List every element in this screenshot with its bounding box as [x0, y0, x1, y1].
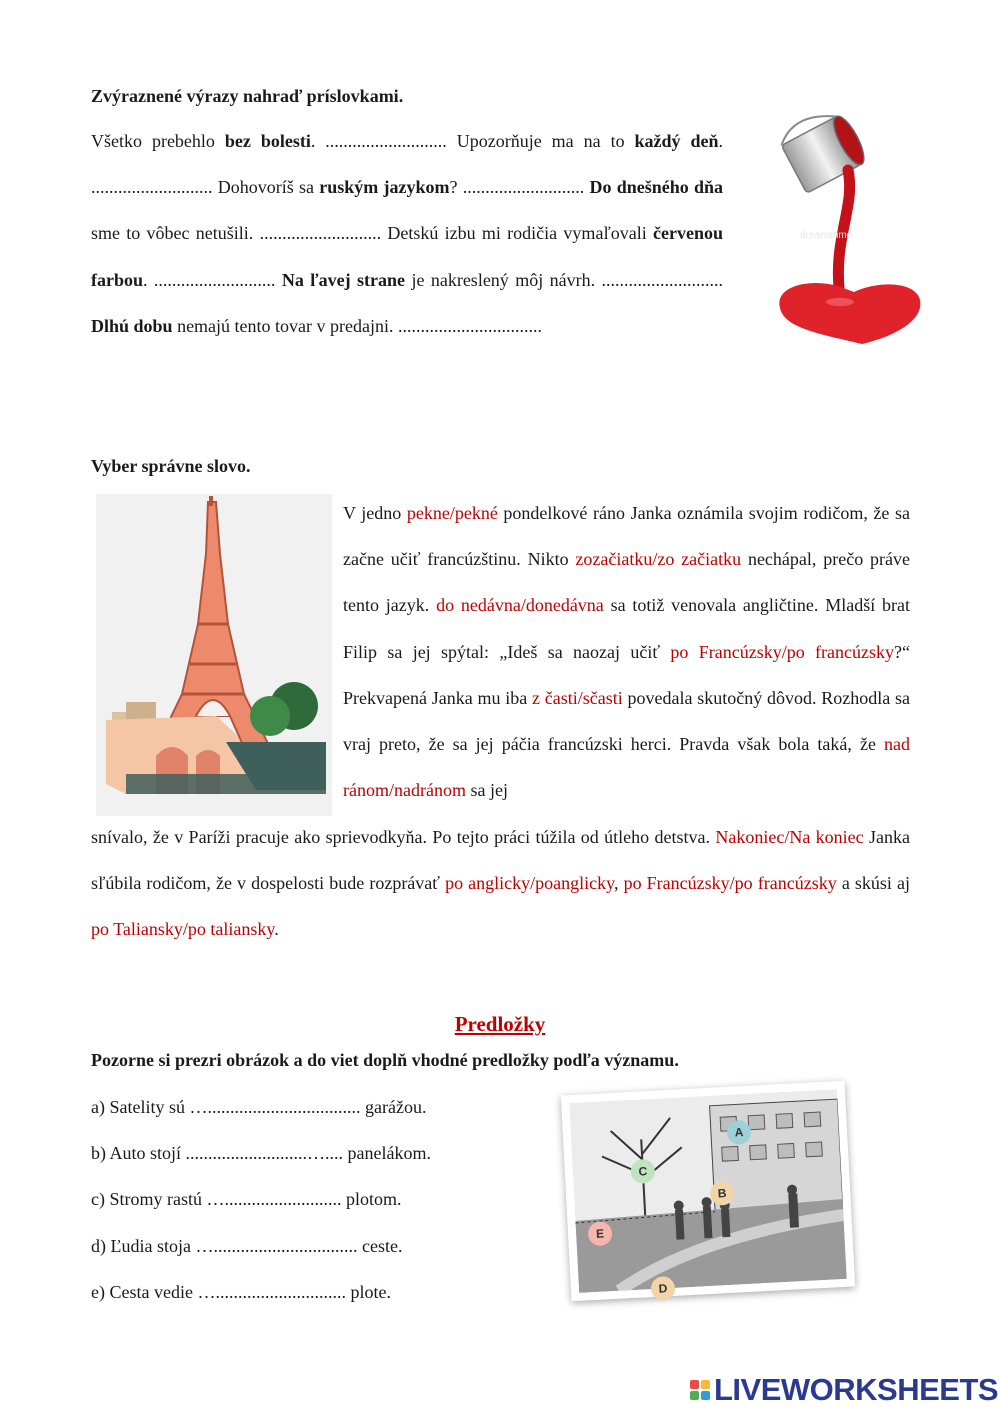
text-run: ? ...........................: [449, 177, 590, 198]
exercise-line-b: b) Auto stojí ...........................….... panelákom.: [91, 1143, 431, 1163]
word-choice: nad ránom/nadránom: [343, 734, 910, 801]
text-run: Všetko prebehlo: [91, 131, 225, 151]
text-run: sme to vôbec netušili. ........................... Detskú izbu mi rodičia vymaľovali: [91, 223, 654, 244]
street-scene-image: [561, 1081, 855, 1302]
eiffel-tower-icon: [96, 494, 332, 816]
liveworksheets-logo[interactable]: [690, 1372, 998, 1408]
marker-d: D: [650, 1276, 675, 1301]
text-run: . ........................... Dohovoríš sa: [91, 131, 724, 198]
text-run: nemajú tento tovar v predajni. ................................: [172, 315, 542, 336]
word-choice: z časti/sčasti: [532, 687, 623, 708]
text-run: snívalo, že v Paríži pracuje ako sprievodkyňa. Po tejto práci túžila od útleho detstva.: [91, 827, 716, 847]
text-run: ?“ Prekvapená Janka mu iba: [343, 641, 910, 708]
text-run: povedala skutočný dôvod. Rozhodla sa vraj preto, že sa jej páčia francúzski herci. Pravda však bola taká, že: [343, 687, 910, 755]
highlighted-phrase: Do dnešného dňa: [589, 177, 724, 198]
word-choice: po Francúzsky/po francúzsky: [623, 873, 837, 894]
text-run: je nakreslený môj návrh. ...........................: [405, 269, 723, 290]
marker-a: A: [726, 1120, 751, 1145]
text-run: V jedno: [343, 503, 407, 523]
marker-c: C: [630, 1159, 655, 1184]
text-run: ,: [613, 873, 624, 894]
predlozky-title: Predložky: [454, 1012, 546, 1036]
marker-b: B: [710, 1181, 735, 1206]
logo-text: LIVEWORKSHEETS: [714, 1372, 999, 1407]
logo-grid-icon: [690, 1380, 710, 1400]
watermark-text: dreamstime.: [800, 230, 856, 241]
marker-e: E: [587, 1221, 612, 1246]
section3-heading: Pozorne si prezri obrázok a do viet doplň vhodné predložky podľa významu.: [91, 1050, 679, 1070]
highlighted-phrase: Dlhú dobu: [91, 315, 173, 336]
text-run: pondelkové ráno Janka oznámila svojim rodičom, že sa začne učiť francúzštinu. Nikto: [343, 503, 910, 570]
highlighted-phrase: každý deň: [634, 131, 719, 151]
word-choice: pekne/pekné: [406, 503, 498, 523]
exercise-line-d: d) Ľudia stoja …................................ ceste.: [91, 1236, 403, 1256]
word-choice: do nedávna/donedávna: [436, 595, 604, 616]
exercise-line-a: a) Satelity sú ….................................. garážou.: [91, 1097, 427, 1117]
highlighted-phrase: Na ľavej strane: [281, 269, 406, 290]
highlighted-phrase: ruským jazykom: [319, 177, 450, 198]
text-run: a skúsi aj: [836, 873, 910, 894]
street-sketch-icon: [569, 1089, 847, 1293]
section2-heading: Vyber správne slovo.: [91, 456, 251, 476]
paint-bucket-image: [770, 108, 930, 353]
choose-word-paragraph-continued: [91, 814, 910, 953]
exercise-line-e: e) Cesta vedie …............................. plote.: [91, 1282, 391, 1302]
text-run: . ........................... Upozorňuje ma na to: [310, 131, 635, 151]
word-choice: po Francúzsky/po francúzsky: [670, 641, 895, 662]
exercise-line-c: c) Stromy rastú ….......................... plotom.: [91, 1189, 402, 1209]
text-run: sa totiž venovala angličtine. Mladší brat Filip sa jej spýtal: „Ideš sa naozaj učiť: [343, 595, 910, 662]
word-choice: po anglicky/poanglicky: [445, 873, 614, 894]
text-run: . ...........................: [143, 269, 282, 290]
paint-bucket-heart-icon: [770, 108, 930, 353]
word-choice: po Taliansky/po taliansky: [91, 919, 275, 940]
highlighted-phrase: bez bolesti: [224, 131, 311, 151]
adverb-paragraph: [91, 118, 723, 349]
word-choice: zozačiatku/zo začiatku: [575, 549, 742, 570]
eiffel-tower-image: [96, 494, 332, 816]
text-run: nechápal, prečo práve tento jazyk.: [343, 549, 910, 616]
highlighted-phrase: červenou farbou: [91, 223, 723, 290]
text-run: Janka sľúbila rodičom, že v dospelosti bude rozprávať: [91, 827, 910, 894]
text-run: sa jej: [465, 780, 508, 801]
section1-heading: Zvýraznené výrazy nahraď príslovkami.: [91, 86, 404, 106]
text-run: .: [274, 919, 279, 940]
word-choice: Nakoniec/Na koniec: [715, 827, 864, 847]
choose-word-paragraph: [343, 490, 910, 813]
